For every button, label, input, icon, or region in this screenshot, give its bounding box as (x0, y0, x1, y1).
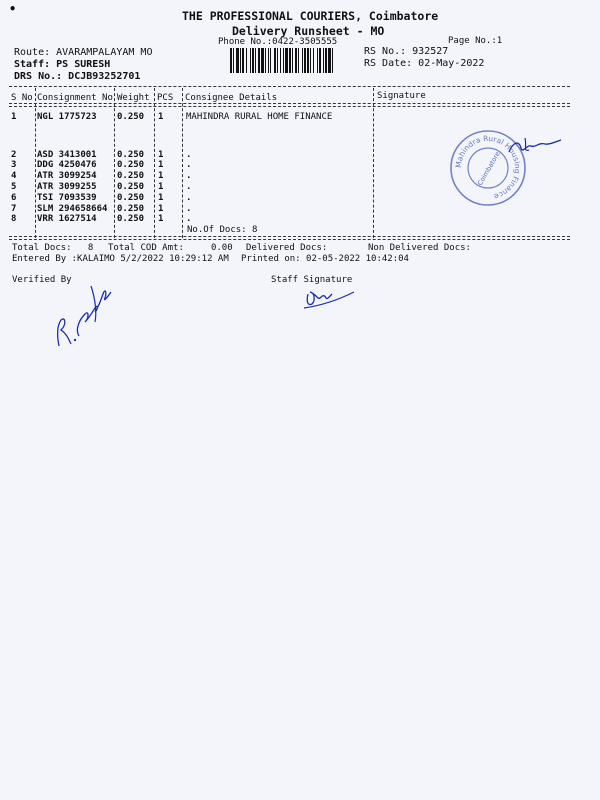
cell-consignment: TSI 7093539 (37, 193, 97, 203)
table-bottom-rule-2 (9, 239, 570, 240)
cell-weight: 0.250 (117, 171, 145, 181)
drs-number: DRS No.: DCJB93252701 (14, 71, 141, 82)
cell-consignment: NGL 1775723 (37, 112, 97, 122)
cell-consignee: . (186, 171, 192, 181)
company-name: THE PROFESSIONAL COURIERS, Coimbatore (182, 9, 439, 23)
header-pcs: PCS (157, 93, 174, 103)
cell-consignment: VRR 1627514 (37, 214, 97, 224)
cell-pcs: 1 (158, 112, 164, 122)
cell-weight: 0.250 (117, 214, 145, 224)
header-signature: Signature (377, 91, 426, 101)
stamp-center-text: Coimbatore (475, 150, 502, 187)
cell-sno: 6 (11, 193, 17, 203)
rs-number: RS No.: 932527 (364, 46, 449, 57)
cell-weight: 0.250 (117, 182, 145, 192)
corner-dot: • (9, 2, 17, 16)
cell-pcs: 1 (158, 182, 164, 192)
cell-sno: 8 (11, 214, 17, 224)
rs-date: RS Date: 02-May-2022 (364, 58, 485, 69)
cell-consignee: . (186, 150, 192, 160)
cell-sno: 7 (11, 204, 17, 214)
printed-on: Printed on: 02-05-2022 10:42:04 (241, 254, 409, 264)
phone-number: Phone No.:0422-3505555 (218, 37, 338, 47)
cell-pcs: 1 (158, 171, 164, 181)
cell-consignment: DDG 4250476 (37, 160, 97, 170)
cell-pcs: 1 (158, 160, 164, 170)
cell-consignee: MAHINDRA RURAL HOME FINANCE (186, 112, 333, 122)
verified-by-label: Verified By (12, 275, 72, 285)
cell-consignee: . (186, 193, 192, 203)
col-divider (154, 88, 155, 238)
no-of-docs: No.Of Docs: 8 (187, 225, 258, 235)
staff-label: Staff: PS SURESH (14, 59, 111, 70)
cell-weight: 0.250 (117, 204, 145, 214)
page-number: Page No.:1 (448, 36, 503, 46)
total-docs: Total Docs: 8 (12, 243, 94, 253)
consignee-signature-icon (505, 132, 565, 162)
table-header-rule (9, 103, 570, 104)
cell-pcs: 1 (158, 214, 164, 224)
cell-consignee: . (186, 204, 192, 214)
table-top-rule (9, 86, 570, 87)
stamp-ring-text: Mahindra Rural Housing Finance (453, 133, 523, 202)
col-divider (182, 88, 183, 238)
verifier-signature-icon (45, 278, 120, 353)
non-delivered-docs: Non Delivered Docs: (368, 243, 471, 253)
cell-consignment: ATR 3099255 (37, 182, 97, 192)
cell-consignee: . (186, 160, 192, 170)
cell-consignee: . (186, 214, 192, 224)
col-divider (373, 88, 374, 238)
cell-pcs: 1 (158, 193, 164, 203)
header-weight: Weight (117, 93, 150, 103)
cell-consignee: . (186, 182, 192, 192)
cell-weight: 0.250 (117, 160, 145, 170)
cell-sno: 1 (11, 112, 17, 122)
cell-pcs: 1 (158, 204, 164, 214)
header-consignee: Consignee Details (185, 93, 278, 103)
header-consignment: Consignment No (37, 93, 113, 103)
col-divider (35, 88, 36, 238)
cell-sno: 2 (11, 150, 17, 160)
barcode-icon (230, 48, 355, 73)
col-divider (114, 88, 115, 238)
cell-sno: 4 (11, 171, 17, 181)
cell-consignment: ASD 3413001 (37, 150, 97, 160)
cell-pcs: 1 (158, 150, 164, 160)
cell-weight: 0.250 (117, 150, 145, 160)
table-bottom-rule (9, 236, 570, 237)
cell-weight: 0.250 (117, 112, 145, 122)
cell-sno: 5 (11, 182, 17, 192)
document-title: Delivery Runsheet - MO (232, 24, 385, 38)
header-sno: S No (11, 93, 33, 103)
cell-consignment: ATR 3099254 (37, 171, 97, 181)
table-header-rule-2 (9, 106, 570, 107)
cell-sno: 3 (11, 160, 17, 170)
entered-by: Entered By :KALAIMO 5/2/2022 10:29:12 AM (12, 254, 229, 264)
staff-signature-label: Staff Signature (271, 275, 353, 285)
cell-consignment: SLM 294658664 (37, 204, 108, 214)
cell-weight: 0.250 (117, 193, 145, 203)
delivered-docs: Delivered Docs: (246, 243, 328, 253)
route-label: Route: AVARAMPALAYAM MO (14, 47, 153, 58)
staff-signature-icon (300, 284, 360, 314)
total-cod-amount: Total COD Amt: 0.00 (108, 243, 233, 253)
